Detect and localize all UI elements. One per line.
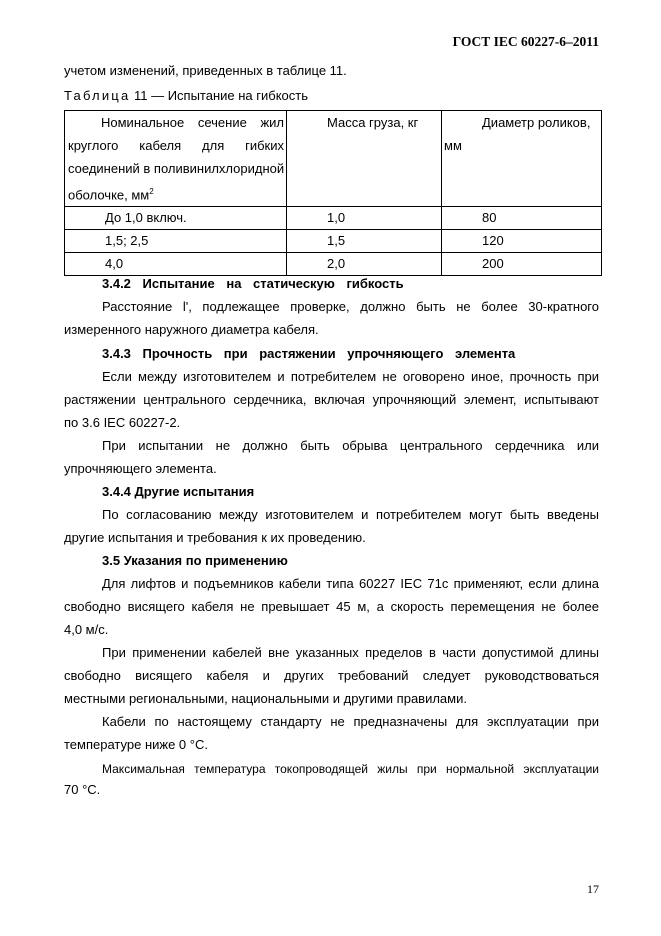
note-line: 70 °С.: [64, 782, 101, 797]
header-mass-cell: Масса груза, кг: [287, 111, 442, 207]
intro-line: учетом изменений, приведенных в таблице 11.: [64, 63, 347, 78]
section-heading-3-4-3: 3.4.3 Прочность при растяжении упрочняющего элемента: [102, 346, 516, 361]
table-row: [65, 230, 602, 253]
paragraph-line: измеренного наружного диаметра кабеля.: [64, 322, 319, 337]
paragraph-line: свободно висящего кабеля и других требований следует руководствоваться: [64, 668, 599, 683]
table-caption: [64, 88, 599, 104]
table-row: [65, 207, 602, 230]
diameter-cell: 200: [442, 253, 602, 276]
diameter-cell: 80: [442, 207, 602, 230]
header-section-line: соединений в поливинилхлоридной: [68, 161, 285, 176]
section-cell: До 1,0 включ.: [65, 207, 287, 230]
paragraph-line: При применении кабелей вне указанных пределов в части допустимой длины: [102, 645, 599, 660]
mass-cell: 1,5: [287, 230, 442, 253]
flexibility-test-table: [64, 110, 602, 276]
section-heading-3-4-4: 3.4.4 Другие испытания: [102, 484, 255, 499]
paragraph-line: Расстояние l', подлежащее проверке, должно быть не более 30-кратного: [102, 299, 599, 314]
paragraph-line: По согласованию между изготовителем и потребителем могут быть введены: [102, 507, 599, 522]
header-diameter-cell: [442, 111, 602, 207]
paragraph-line: свободно висящего кабеля не превышает 45 м, а скорость перемещения не более: [64, 599, 599, 614]
mass-cell: 1,0: [287, 207, 442, 230]
header-section-superscript: 2: [149, 187, 154, 196]
header-section-line: [65, 180, 286, 206]
section-heading-3-4-2: 3.4.2 Испытание на статическую гибкость: [102, 276, 404, 291]
paragraph-line: упрочняющего элемента.: [64, 461, 217, 476]
table-row: [65, 253, 602, 276]
paragraph-line: 4,0 м/с.: [64, 622, 109, 637]
table-caption-word: Таблица: [64, 88, 131, 103]
table-caption-text: 11 — Испытание на гибкость: [130, 88, 309, 103]
page-number: 17: [587, 882, 599, 896]
paragraph-line: растяжении центрального сердечника, включая упрочняющий элемент, испытывают: [64, 392, 599, 407]
paragraph-line: местными региональными, национальными и другими правилами.: [64, 691, 467, 706]
section-cell: 1,5; 2,5: [65, 230, 287, 253]
paragraph-line: другие испытания и требования к их проведению.: [64, 530, 366, 545]
standard-header: ГОСТ IEC 60227-6–2011: [452, 34, 599, 49]
table-header-row: [65, 111, 602, 207]
mass-cell: 2,0: [287, 253, 442, 276]
paragraph-line: Кабели по настоящему стандарту не предназначены для эксплуатации при: [102, 714, 599, 729]
header-section-line: круглого кабеля для гибких: [68, 138, 284, 153]
header-section-line-text: оболочке, мм: [68, 187, 150, 203]
section-heading-3-5: 3.5 Указания по применению: [102, 553, 288, 568]
paragraph-line: температуре ниже 0 °С.: [64, 737, 208, 752]
header-diameter-line: Диаметр роликов,: [482, 115, 591, 130]
header-section-line: Номинальное сечение жил: [101, 115, 284, 130]
paragraph-line: Для лифтов и подъемников кабели типа 60227 IEC 71c применяют, если длина: [102, 576, 599, 591]
note-line: Максимальная температура токопроводящей жилы при нормальной эксплуатации: [102, 762, 599, 776]
header-diameter-unit: мм: [444, 138, 462, 153]
header-section-cell: [65, 111, 287, 207]
paragraph-line: по 3.6 IEC 60227-2.: [64, 415, 181, 430]
section-cell: 4,0: [65, 253, 287, 276]
paragraph-line: При испытании не должно быть обрыва центрального сердечника или: [102, 438, 599, 453]
paragraph-line: Если между изготовителем и потребителем не оговорено иное, прочность при: [102, 369, 599, 384]
diameter-cell: 120: [442, 230, 602, 253]
